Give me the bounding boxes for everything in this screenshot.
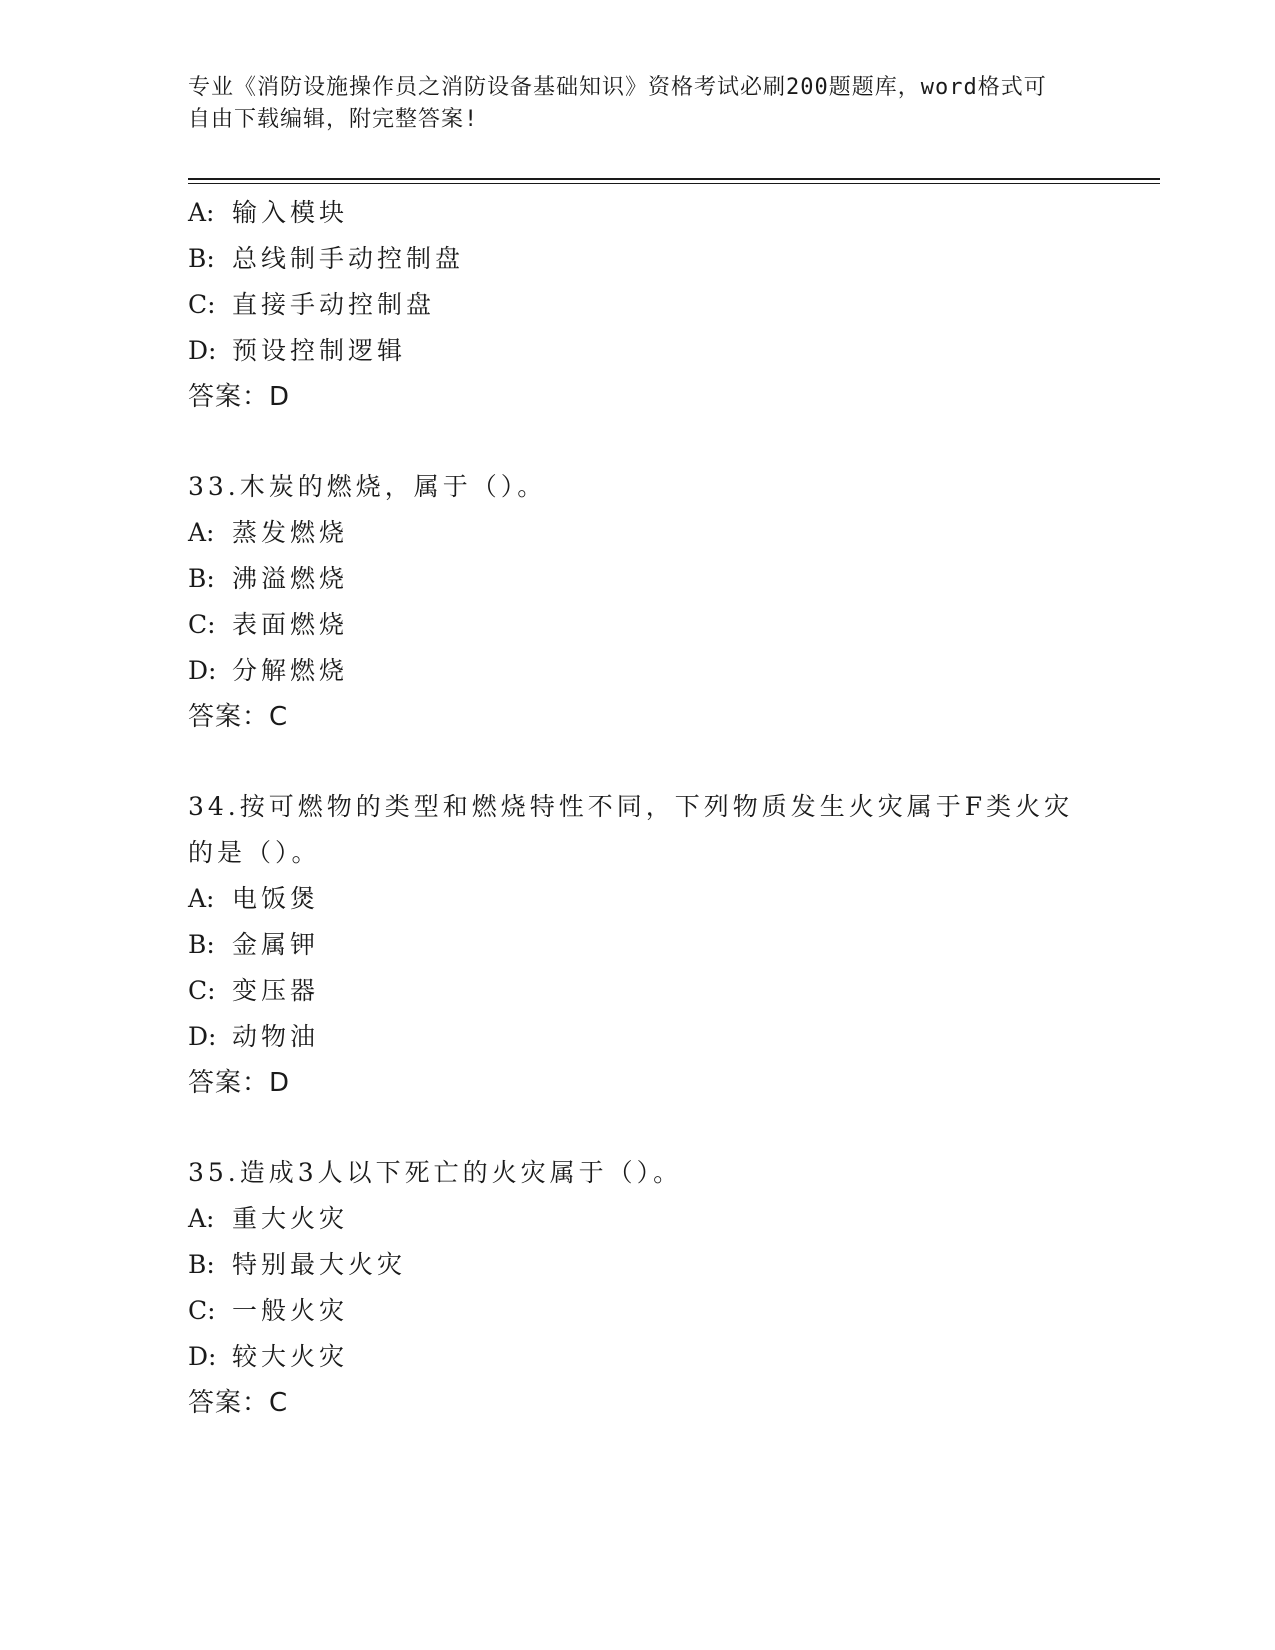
option-text: 特别最大火灾 [232, 1250, 407, 1279]
question-block-35 [188, 1150, 1088, 1426]
option-letter: D: [188, 656, 217, 685]
question-text: 34.按可燃物的类型和燃烧特性不同，下列物质发生火灾属于F类火灾的是（）。 [188, 792, 1074, 867]
option-letter: C: [188, 1296, 216, 1325]
option-text: 预设控制逻辑 [232, 336, 407, 365]
answer-line: 答案：C [188, 1388, 289, 1418]
option-b [188, 1242, 1088, 1288]
question-block-partial [188, 190, 1088, 420]
option-text: 一般火灾 [232, 1296, 349, 1325]
option-letter: D: [188, 336, 217, 365]
option-letter: B: [188, 930, 215, 959]
option-letter: D: [188, 1342, 217, 1371]
option-a [188, 876, 1088, 922]
option-letter: A: [188, 518, 215, 547]
option-letter: C: [188, 610, 216, 639]
option-text: 输入模块 [232, 198, 349, 227]
option-text: 金属钾 [232, 930, 320, 959]
option-text: 电饭煲 [232, 884, 320, 913]
question-block-34 [188, 784, 1088, 1106]
option-c [188, 1288, 1088, 1334]
option-text: 直接手动控制盘 [232, 290, 436, 319]
option-text: 分解燃烧 [232, 656, 349, 685]
question-list [188, 190, 1088, 1426]
option-letter: A: [188, 884, 215, 913]
option-letter: D: [188, 1022, 217, 1051]
option-text: 沸溢燃烧 [232, 564, 349, 593]
option-text: 表面燃烧 [232, 610, 349, 639]
answer-line: 答案：D [188, 382, 291, 412]
option-text: 较大火灾 [232, 1342, 349, 1371]
option-text: 总线制手动控制盘 [232, 244, 465, 273]
option-d [188, 648, 1088, 694]
option-letter: A: [188, 198, 215, 227]
header-divider-thick [188, 178, 1160, 180]
option-d [188, 1014, 1088, 1060]
option-letter: B: [188, 244, 215, 273]
option-a [188, 190, 1088, 236]
option-c [188, 282, 1088, 328]
document-header: 专业《消防设施操作员之消防设备基础知识》资格考试必刷200题题库，word格式可自由下载编辑，附完整答案! [188, 75, 1047, 132]
option-letter: C: [188, 976, 216, 1005]
option-text: 动物油 [232, 1022, 320, 1051]
option-text: 重大火灾 [232, 1204, 349, 1233]
option-letter: B: [188, 564, 215, 593]
option-text: 蒸发燃烧 [232, 518, 349, 547]
option-d [188, 1334, 1088, 1380]
option-b [188, 236, 1088, 282]
option-b [188, 922, 1088, 968]
option-b [188, 556, 1088, 602]
option-a [188, 510, 1088, 556]
question-text: 35.造成3人以下死亡的火灾属于（）。 [188, 1158, 683, 1187]
question-text: 33.木炭的燃烧，属于（）。 [188, 472, 547, 501]
option-letter: A: [188, 1204, 215, 1233]
option-c [188, 602, 1088, 648]
option-c [188, 968, 1088, 1014]
answer-line: 答案：D [188, 1068, 291, 1098]
option-letter: C: [188, 290, 216, 319]
option-a [188, 1196, 1088, 1242]
answer-line: 答案：C [188, 702, 289, 732]
option-text: 变压器 [232, 976, 320, 1005]
header-divider-thin [188, 183, 1160, 184]
question-block-33 [188, 464, 1088, 740]
option-letter: B: [188, 1250, 215, 1279]
option-d [188, 328, 1088, 374]
